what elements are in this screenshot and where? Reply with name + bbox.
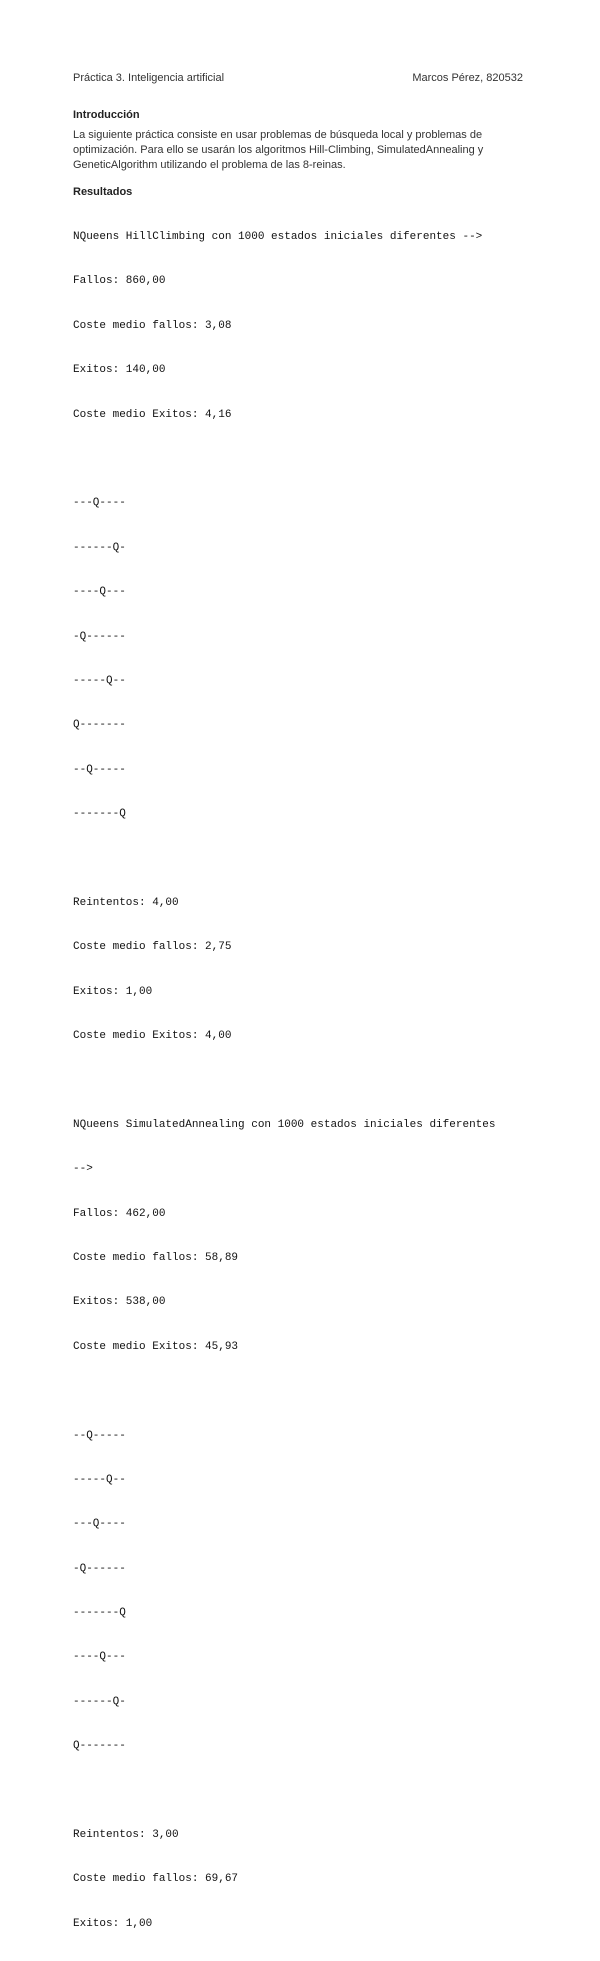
hill-stat: Coste medio Exitos: 4,16 (73, 408, 232, 421)
sa-stat: Coste medio fallos: 58,89 (73, 1251, 239, 1264)
sa-board-row: -------Q (73, 1607, 126, 1620)
hill-board-row: Q------- (73, 719, 126, 732)
hill-board-row: ---Q---- (73, 497, 126, 510)
sa-after: Reintentos: 3,00 (73, 1829, 179, 1842)
sa-board-row: --Q----- (73, 1429, 126, 1442)
intro-line: La siguiente práctica consiste en usar problemas de búsqueda local y problemas de (73, 129, 483, 141)
hill-board-row: -------Q (73, 808, 126, 821)
sa-header: NQueens SimulatedAnnealing con 1000 estados iniciales diferentes (73, 1118, 496, 1131)
intro-paragraph (73, 126, 523, 170)
spacer (73, 851, 523, 866)
results-heading: Resultados (73, 186, 133, 199)
sa-board-row: ---Q---- (73, 1518, 126, 1531)
sa-stat: Exitos: 538,00 (73, 1296, 166, 1309)
spacer (73, 452, 523, 467)
spacer (73, 1384, 523, 1399)
hill-stat: Fallos: 860,00 (73, 275, 166, 288)
intro-line: optimización. Para ello se usarán los algoritmos Hill-Climbing, SimulatedAnnealing y (73, 143, 484, 156)
intro-heading: Introducción (73, 109, 140, 121)
sa-after: Coste medio fallos: 69,67 (73, 1873, 239, 1886)
hill-board-row: --Q----- (73, 763, 126, 776)
page-header (73, 72, 523, 88)
sa-board-row: -Q------ (73, 1562, 126, 1575)
spacer (73, 1784, 523, 1799)
hill-stat: Coste medio fallos: 3,08 (73, 319, 232, 332)
hill-after: Coste medio fallos: 2,75 (73, 941, 232, 954)
document-body (73, 108, 523, 1961)
hill-after: Coste medio Exitos: 4,00 (73, 1030, 232, 1043)
sa-stat: Coste medio Exitos: 45,93 (73, 1340, 239, 1353)
sa-header: --> (73, 1163, 93, 1176)
header-author: Marcos Pérez, 820532 (412, 72, 523, 84)
header-title: Práctica 3. Inteligencia artificial (73, 72, 225, 84)
sa-after: Exitos: 1,00 (73, 1917, 153, 1930)
results-code-block (73, 200, 523, 1961)
hill-board-row: ----Q--- (73, 586, 126, 599)
sa-board-row: Q------- (73, 1740, 126, 1753)
sa-board-row: ----Q--- (73, 1651, 126, 1664)
sa-stat: Fallos: 462,00 (73, 1207, 166, 1220)
hill-board-row: -----Q-- (73, 674, 126, 687)
hill-board-row: ------Q- (73, 541, 126, 554)
hill-board-row: -Q------ (73, 630, 126, 643)
spacer (73, 1073, 523, 1088)
sa-board-row: -----Q-- (73, 1473, 126, 1486)
intro-line: GeneticAlgorithm utilizando el problema de las 8-reinas. (73, 158, 346, 171)
hill-header: NQueens HillClimbing con 1000 estados iniciales diferentes --> (73, 230, 483, 243)
hill-after: Reintentos: 4,00 (73, 896, 179, 909)
hill-after: Exitos: 1,00 (73, 985, 153, 998)
sa-board-row: ------Q- (73, 1695, 126, 1708)
hill-stat: Exitos: 140,00 (73, 364, 166, 377)
